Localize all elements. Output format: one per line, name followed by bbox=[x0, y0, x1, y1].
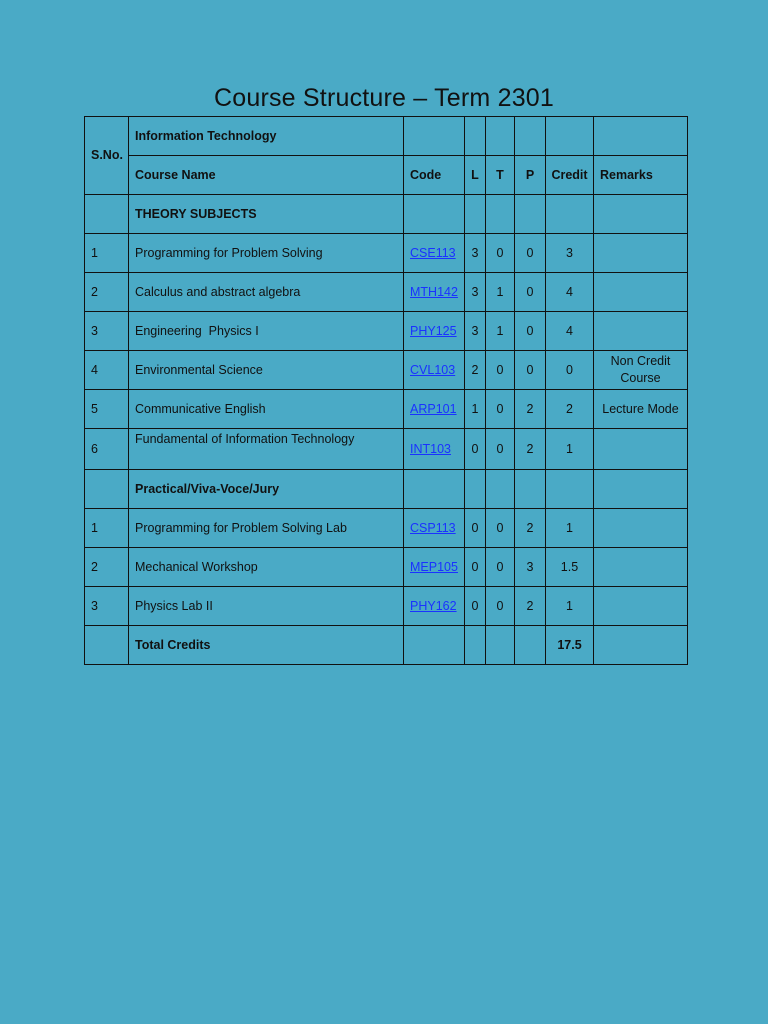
row-l: 3 bbox=[465, 312, 486, 351]
row-remarks bbox=[594, 312, 688, 351]
empty-cell bbox=[465, 470, 486, 509]
header-remarks: Remarks bbox=[594, 156, 688, 195]
row-sno: 2 bbox=[85, 548, 129, 587]
empty-cell bbox=[486, 117, 515, 156]
empty-cell bbox=[594, 195, 688, 234]
course-code-link[interactable]: INT103 bbox=[410, 441, 451, 456]
row-sno: 5 bbox=[85, 390, 129, 429]
row-l: 0 bbox=[465, 587, 486, 626]
row-credit: 4 bbox=[546, 273, 594, 312]
table-row bbox=[85, 587, 688, 626]
row-course-name: Programming for Problem Solving bbox=[129, 234, 404, 273]
row-sno: 2 bbox=[85, 273, 129, 312]
row-l: 0 bbox=[465, 429, 486, 470]
row-l: 3 bbox=[465, 234, 486, 273]
table-row bbox=[85, 390, 688, 429]
row-credit: 2 bbox=[546, 390, 594, 429]
row-t: 0 bbox=[486, 234, 515, 273]
row-sno: 4 bbox=[85, 351, 129, 390]
row-sno: 6 bbox=[85, 429, 129, 470]
row-p: 2 bbox=[515, 587, 546, 626]
empty-cell bbox=[515, 470, 546, 509]
row-sno: 3 bbox=[85, 587, 129, 626]
header-l: L bbox=[465, 156, 486, 195]
empty-cell bbox=[486, 195, 515, 234]
section-theory-label: THEORY SUBJECTS bbox=[129, 195, 404, 234]
row-remarks bbox=[594, 587, 688, 626]
row-p: 2 bbox=[515, 390, 546, 429]
row-credit: 0 bbox=[546, 351, 594, 390]
empty-cell bbox=[515, 195, 546, 234]
row-remarks bbox=[594, 273, 688, 312]
empty-cell bbox=[465, 195, 486, 234]
header-credit: Credit bbox=[546, 156, 594, 195]
row-course-name: Communicative English bbox=[129, 390, 404, 429]
row-t: 0 bbox=[486, 548, 515, 587]
row-l: 0 bbox=[465, 509, 486, 548]
row-course-name: Engineering Physics I bbox=[129, 312, 404, 351]
row-p: 0 bbox=[515, 351, 546, 390]
row-credit: 1.5 bbox=[546, 548, 594, 587]
row-l: 3 bbox=[465, 273, 486, 312]
total-label: Total Credits bbox=[129, 626, 404, 665]
row-course-name: Fundamental of Information Technology bbox=[129, 429, 404, 470]
empty-cell bbox=[594, 117, 688, 156]
row-t: 1 bbox=[486, 312, 515, 351]
course-code-link[interactable]: PHY125 bbox=[410, 323, 457, 338]
course-code-link[interactable]: CSP113 bbox=[410, 520, 456, 535]
row-remarks: Lecture Mode bbox=[594, 390, 688, 429]
table-row bbox=[85, 509, 688, 548]
row-course-name: Physics Lab II bbox=[129, 587, 404, 626]
empty-cell bbox=[404, 626, 465, 665]
empty-cell bbox=[486, 470, 515, 509]
row-p: 0 bbox=[515, 273, 546, 312]
header-program: Information Technology bbox=[129, 117, 404, 156]
empty-cell bbox=[546, 195, 594, 234]
empty-cell bbox=[546, 117, 594, 156]
table-row bbox=[85, 351, 688, 390]
course-code-link[interactable]: ARP101 bbox=[410, 401, 457, 416]
empty-cell bbox=[594, 626, 688, 665]
table-row bbox=[85, 273, 688, 312]
row-p: 2 bbox=[515, 509, 546, 548]
row-course-name: Environmental Science bbox=[129, 351, 404, 390]
empty-cell bbox=[486, 626, 515, 665]
section-row-theory bbox=[85, 195, 688, 234]
row-remarks bbox=[594, 548, 688, 587]
empty-cell bbox=[546, 470, 594, 509]
row-credit: 4 bbox=[546, 312, 594, 351]
section-practical-label: Practical/Viva-Voce/Jury bbox=[129, 470, 404, 509]
course-code-link[interactable]: CVL103 bbox=[410, 362, 456, 377]
row-t: 1 bbox=[486, 273, 515, 312]
row-t: 0 bbox=[486, 390, 515, 429]
row-remarks: Non Credit Course bbox=[594, 351, 688, 390]
row-t: 0 bbox=[486, 587, 515, 626]
row-course-name: Calculus and abstract algebra bbox=[129, 273, 404, 312]
course-code-link[interactable]: MTH142 bbox=[410, 284, 458, 299]
empty-cell bbox=[404, 195, 465, 234]
row-p: 0 bbox=[515, 312, 546, 351]
header-code: Code bbox=[404, 156, 465, 195]
row-sno: 1 bbox=[85, 234, 129, 273]
empty-cell bbox=[85, 195, 129, 234]
header-p: P bbox=[515, 156, 546, 195]
header-row-columns bbox=[85, 156, 688, 195]
row-credit: 1 bbox=[546, 509, 594, 548]
header-row-program bbox=[85, 117, 688, 156]
header-t: T bbox=[486, 156, 515, 195]
row-l: 2 bbox=[465, 351, 486, 390]
empty-cell bbox=[85, 626, 129, 665]
empty-cell bbox=[515, 117, 546, 156]
row-t: 0 bbox=[486, 509, 515, 548]
row-t: 0 bbox=[486, 351, 515, 390]
header-course-name: Course Name bbox=[129, 156, 404, 195]
row-remarks bbox=[594, 429, 688, 470]
empty-cell bbox=[85, 470, 129, 509]
table-row bbox=[85, 548, 688, 587]
row-remarks bbox=[594, 509, 688, 548]
row-sno: 3 bbox=[85, 312, 129, 351]
course-code-link[interactable]: PHY162 bbox=[410, 598, 457, 613]
empty-cell bbox=[404, 117, 465, 156]
row-p: 3 bbox=[515, 548, 546, 587]
total-row bbox=[85, 626, 688, 665]
total-credit: 17.5 bbox=[546, 626, 594, 665]
row-course-name: Programming for Problem Solving Lab bbox=[129, 509, 404, 548]
row-course-name: Mechanical Workshop bbox=[129, 548, 404, 587]
empty-cell bbox=[465, 626, 486, 665]
course-code-link[interactable]: CSE113 bbox=[410, 245, 456, 260]
row-credit: 3 bbox=[546, 234, 594, 273]
row-remarks bbox=[594, 234, 688, 273]
empty-cell bbox=[404, 470, 465, 509]
table-row bbox=[85, 429, 688, 470]
header-sno: S.No. bbox=[85, 117, 129, 195]
empty-cell bbox=[515, 626, 546, 665]
empty-cell bbox=[465, 117, 486, 156]
empty-cell bbox=[594, 470, 688, 509]
row-sno: 1 bbox=[85, 509, 129, 548]
row-credit: 1 bbox=[546, 429, 594, 470]
section-row-practical bbox=[85, 470, 688, 509]
row-credit: 1 bbox=[546, 587, 594, 626]
course-code-link[interactable]: MEP105 bbox=[410, 559, 458, 574]
row-t: 0 bbox=[486, 429, 515, 470]
course-table bbox=[84, 116, 688, 665]
row-p: 2 bbox=[515, 429, 546, 470]
row-l: 1 bbox=[465, 390, 486, 429]
table-row bbox=[85, 234, 688, 273]
row-p: 0 bbox=[515, 234, 546, 273]
row-l: 0 bbox=[465, 548, 486, 587]
page-title: Course Structure – Term 2301 bbox=[213, 84, 555, 112]
table-row bbox=[85, 312, 688, 351]
